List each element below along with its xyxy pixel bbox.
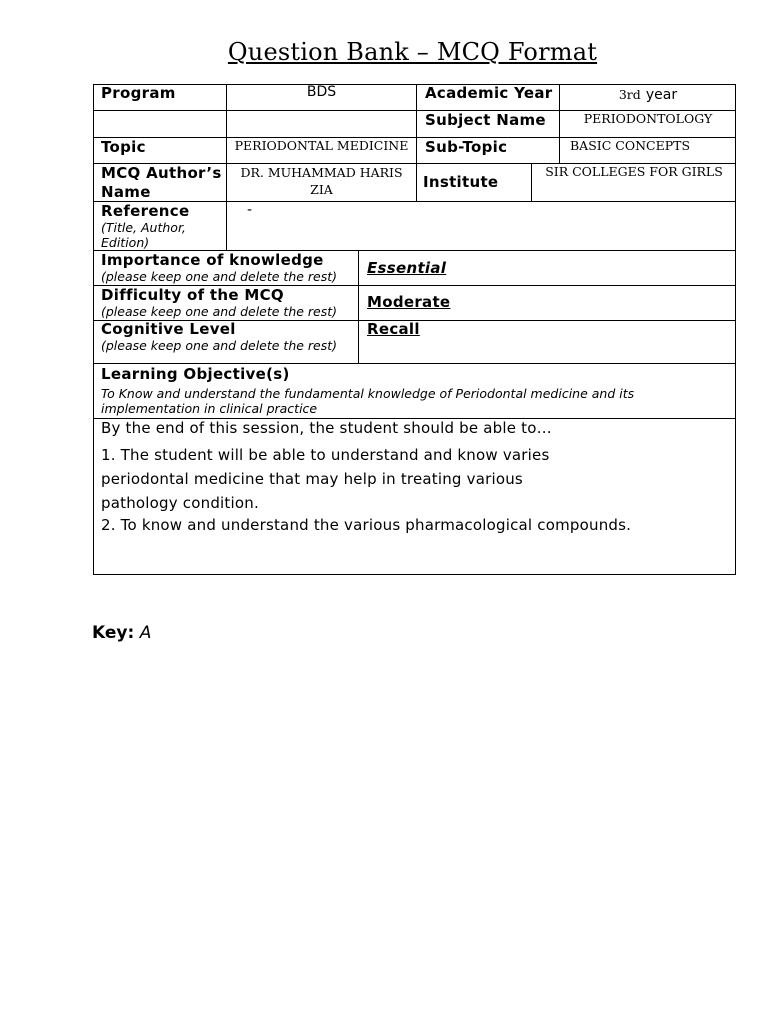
page-title: Question Bank – MCQ Format [227, 38, 598, 66]
author-value-line2: ZIA [310, 182, 333, 197]
reference-hint-line2: Edition) [101, 235, 150, 250]
objective-item-1-line2: periodontal medicine that may help in treating various [101, 470, 523, 488]
cognitive-hint: (please keep one and delete the rest) [101, 338, 338, 353]
author-value [227, 164, 416, 198]
topic-label: Topic [101, 138, 146, 156]
cognitive-value: Recall [367, 320, 420, 338]
reference-hint-line1: (Title, Author, [101, 220, 186, 235]
objective-item-1 [101, 443, 549, 515]
difficulty-label: Difficulty of the MCQ [101, 286, 284, 304]
subtopic-value: BASIC CONCEPTS [570, 138, 691, 153]
summary-line2: implementation in clinical practice [101, 401, 318, 416]
reference-hint [101, 220, 186, 250]
reference-label: Reference [101, 202, 190, 220]
learning-objectives-heading: Learning Objective(s) [101, 365, 290, 383]
institute-value: SIR COLLEGES FOR GIRLS [545, 164, 723, 179]
author-label [101, 164, 222, 202]
author-label-line1: MCQ Author’s [101, 164, 222, 182]
answer-key [92, 623, 151, 643]
key-label: Key: [92, 623, 135, 643]
reference-value: - [247, 202, 253, 218]
institute-label: Institute [423, 173, 499, 191]
difficulty-value: Moderate [367, 293, 451, 311]
author-value-line1: DR. MUHAMMAD HARIS [240, 165, 403, 180]
objective-item-2: 2. To know and understand the various pharmacological compounds. [101, 516, 632, 534]
learning-objectives-summary [101, 386, 634, 416]
author-label-line2: Name [101, 183, 151, 201]
importance-hint: (please keep one and delete the rest) [101, 269, 338, 284]
academic-year-label: Academic Year [425, 84, 553, 102]
importance-value: Essential [367, 259, 447, 277]
academic-year-value [560, 84, 736, 103]
objective-item-1-line1: 1. The student will be able to understand and know varies [101, 446, 550, 464]
academic-year-unit: year [645, 87, 678, 103]
summary-line1: To Know and understand the fundamental knowledge of Periodontal medicine and its [101, 386, 635, 401]
subject-name-value: PERIODONTOLOGY [583, 111, 713, 126]
topic-value: PERIODONTAL MEDICINE [234, 138, 409, 153]
objective-item-1-line3: pathology condition. [101, 494, 259, 512]
cognitive-label: Cognitive Level [101, 320, 236, 338]
program-label: Program [101, 84, 176, 102]
subject-name-label: Subject Name [425, 111, 546, 129]
objectives-intro: By the end of this session, the student should be able to… [101, 419, 552, 437]
difficulty-hint: (please keep one and delete the rest) [101, 304, 338, 319]
academic-year-ordinal: 3rd [618, 87, 641, 102]
importance-label: Importance of knowledge [101, 251, 324, 269]
program-value: BDS [306, 84, 337, 100]
key-value: A [139, 623, 152, 643]
subtopic-label: Sub-Topic [425, 138, 508, 156]
